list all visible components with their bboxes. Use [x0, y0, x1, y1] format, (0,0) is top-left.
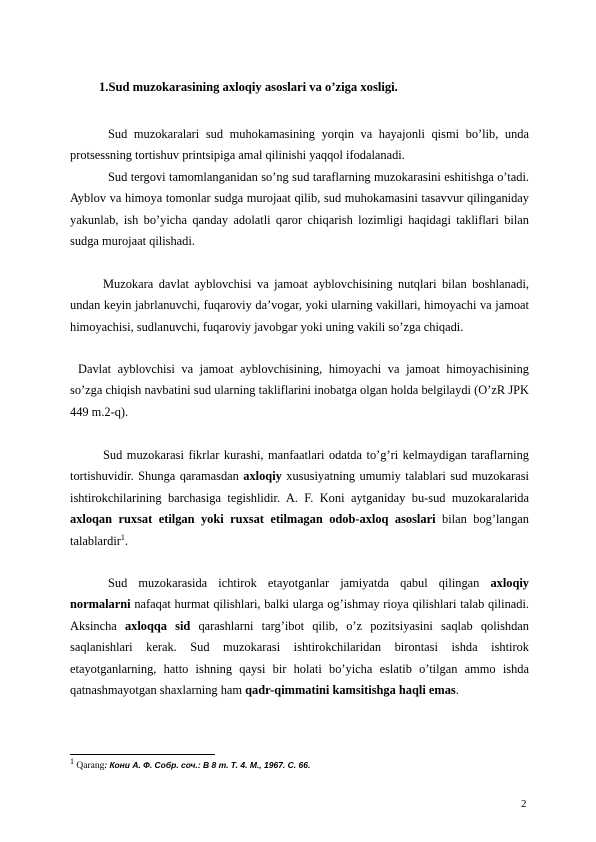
section-heading: 1.Sud muzokarasining axloqiy asoslari va o’ziga xosligi.: [99, 80, 398, 94]
p5-text-f: .: [124, 533, 129, 548]
paragraph-4: Davlat ayblovchisi va jamoat ayblovchisining, himoyachi va jamoat himoyachisining so’zga chiqish navbatini sud ularning takliflarini inobatga olgan holda belgilaydi (O’zR JPK 449 m.2-q).: [70, 362, 529, 419]
footnote-mark: 1: [70, 756, 74, 766]
footnote-separator: [70, 754, 215, 755]
p6-bold-normalar: axloqiy normalarni: [70, 576, 529, 612]
p6-bold-qadr: qadr-qimmatini kamsitishga haqli emas: [245, 683, 456, 698]
footnote-label: Qarang: [74, 761, 105, 771]
p5-text-e: bilan bog’langan talablardir: [70, 512, 529, 548]
footnote-reference: : Кони А. Ф. Собр. соч.: В 8 т. Т. 4. М., 1967. С. 66.: [104, 760, 311, 770]
paragraph-3: Muzokara davlat ayblovchisi va jamoat ayblovchisining nutqlari bilan boshlanadi, undan keyin jabrlanuvchi, fuqaroviy da’vogar, yoki ularning vakillari, himoyachi va jamoat himoyachisi, sudlanuvchi, fuqaroviy javobgar yoki uning vakili so’zga chiqadi.: [70, 277, 529, 334]
footnote: [70, 756, 311, 771]
p5-text-a: Sud muzokarasi fikrlar kurashi, manfaatlari odatda to’g’ri kelmaydigan taraflarning tortishuvidir. Shunga qaramasdan: [70, 448, 529, 484]
p5-bold-phrase: axloqan ruxsat etilgan yoki ruxsat etilmagan odob-axloq asoslari: [70, 512, 436, 527]
p6-text-g: .: [455, 683, 459, 698]
footnote-ref-mark: 1: [120, 532, 125, 542]
paragraph-6: [70, 573, 529, 701]
paragraph-2: Sud tergovi tamomlanganidan so’ng sud taraflarning muzokarasini eshitishga o’tadi. Ayblov va himoya tomonlar sudga murojaat qilib, sud muhokamasini tasavvur qilinganiday yakunlab, ish bo’yicha qanday adolatli qaror chiqarish lozimligi haqidagi takliflari bilan sudga murojaat qilishadi.: [70, 170, 529, 249]
p6-bold-axloqqa: axloqqa sid: [124, 618, 191, 633]
p5-text-c: xususiyatning umumiy talablari sud muzokarasi ishtirokchilarining barchasiga tegishlidir. A. F. Koni aytganiday bu-sud muzokaralarida: [70, 469, 530, 505]
paragraph-1: Sud muzokaralari sud muhokamasining yorqin va hayajonli qismi bo’lib, unda protsessning tortishuv printsipiga amal qilinishi yaqqol ifodalanadi.: [70, 127, 529, 163]
page-number: 2: [521, 798, 527, 810]
p6-text-c: nafaqat hurmat qilishlari, balki ularga og’ishmay rioya qilishlari talab qilinadi. Aksincha: [70, 597, 529, 633]
p6-text-e: qarashlarni targ’ibot qilib, o’z pozitsiyasini saqlab qolishdan saqlanishlari kerak. Sud muzokarasi ishtirokchilaridan birontasi ishda ishtirok etayotganlarning, hatto ishning qaysi bir holati bo’yicha eslatib o’tilgan ammo ishda qatnashmayotgan shaxlarning ham: [70, 618, 530, 698]
p6-text-a: Sud muzokarasida ichtirok etayotganlar jamiyatda qabul qilingan: [108, 576, 491, 590]
paragraph-5: [70, 445, 529, 552]
p5-bold-axloqiy: axloqiy: [243, 469, 282, 484]
